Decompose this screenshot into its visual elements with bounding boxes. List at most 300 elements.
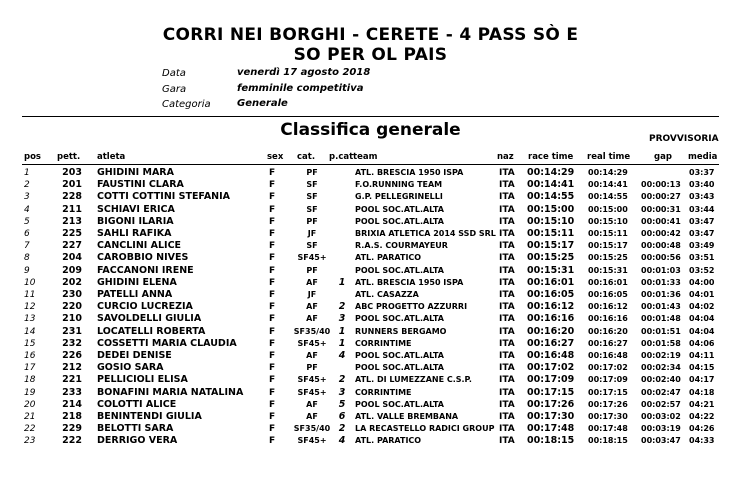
race-time-cell: 00:16:20 — [527, 325, 575, 337]
gap-cell: 00:00:27 — [641, 192, 681, 202]
top-divider — [22, 116, 719, 117]
pace-cell: 03:44 — [689, 204, 715, 214]
nation-cell: ITA — [499, 265, 515, 276]
bib-cell: 222 — [62, 435, 82, 447]
gap-cell: 00:01:33 — [641, 277, 681, 287]
sex-cell: F — [269, 326, 276, 337]
pace-cell: 04:21 — [689, 399, 715, 409]
col-naz: naz — [497, 152, 514, 162]
team-cell: POOL SOC.ATL.ALTA — [355, 204, 444, 214]
race-time-cell: 00:17:02 — [527, 362, 575, 374]
col-real-time: real time — [587, 152, 631, 162]
race-time-cell: 00:17:48 — [527, 423, 575, 435]
categoria-value: Generale — [237, 98, 288, 109]
sex-cell: F — [269, 192, 276, 203]
pos-cell: 19 — [24, 387, 36, 398]
pace-cell: 04:26 — [689, 424, 715, 434]
pos-cell: 15 — [24, 338, 36, 349]
race-time-cell: 00:16:16 — [527, 313, 575, 325]
data-label: Data — [162, 68, 186, 79]
nation-cell: ITA — [499, 314, 515, 325]
real-time-cell: 00:14:41 — [588, 180, 628, 190]
real-time-cell: 00:15:11 — [588, 229, 628, 238]
athlete-cell: DERRIGO VERA — [97, 435, 178, 447]
category-cell: SF — [306, 204, 318, 214]
bib-cell: 228 — [62, 191, 82, 203]
athlete-cell: PELLICIOLI ELISA — [97, 374, 188, 386]
sex-cell: F — [269, 277, 276, 288]
bib-cell: 221 — [62, 374, 82, 386]
category-cell: SF45+ — [297, 375, 327, 385]
sex-cell: F — [269, 265, 276, 276]
athlete-cell: COTTI COTTINI STEFANIA — [97, 191, 231, 203]
category-cell: SF — [306, 192, 318, 202]
pos-cell: 12 — [24, 302, 36, 313]
table-row — [0, 228, 741, 240]
real-time-cell: 00:15:00 — [588, 204, 628, 214]
team-cell: CORRINTIME — [355, 387, 412, 397]
col-atleta: atleta — [97, 152, 126, 162]
table-row — [0, 338, 741, 350]
category-rank-cell: 3 — [338, 386, 346, 398]
race-time-cell: 00:15:31 — [527, 264, 575, 276]
real-time-cell: 00:16:27 — [588, 338, 628, 348]
gap-cell: 00:02:34 — [641, 363, 681, 373]
race-time-cell: 00:15:17 — [527, 240, 575, 252]
pos-cell: 9 — [24, 265, 30, 276]
real-time-cell: 00:18:15 — [588, 436, 628, 446]
category-cell: SF — [306, 241, 318, 251]
gap-cell: 00:03:47 — [641, 436, 681, 446]
bib-cell: 231 — [62, 325, 82, 337]
bib-cell: 218 — [62, 411, 82, 422]
bib-cell: 233 — [62, 386, 82, 398]
real-time-cell: 00:17:02 — [588, 363, 628, 373]
team-cell: POOL SOC.ATL.ALTA — [355, 265, 444, 275]
sex-cell: F — [269, 302, 276, 313]
col-cat: cat. — [297, 152, 316, 162]
pace-cell: 03:43 — [689, 192, 715, 202]
real-time-cell: 00:15:31 — [588, 265, 628, 275]
race-time-cell: 00:17:30 — [527, 411, 575, 422]
sex-cell: F — [269, 412, 276, 422]
real-time-cell: 00:17:15 — [588, 387, 628, 397]
table-row — [0, 374, 741, 386]
team-cell: ATL. BRESCIA 1950 ISPA — [355, 168, 464, 177]
bib-cell: 201 — [62, 179, 82, 191]
athlete-cell: BONAFINI MARIA NATALINA — [97, 386, 244, 398]
pace-cell: 03:51 — [689, 253, 715, 263]
gap-cell: 00:01:03 — [641, 265, 681, 275]
pos-cell: 23 — [24, 436, 36, 447]
team-cell: POOL SOC.ATL.ALTA — [355, 351, 444, 360]
header-divider — [22, 164, 719, 165]
real-time-cell: 00:17:09 — [588, 375, 628, 385]
real-time-cell: 00:16:48 — [588, 351, 628, 360]
nation-cell: ITA — [499, 277, 515, 288]
sex-cell: F — [269, 375, 276, 386]
pace-cell: 04:01 — [689, 290, 715, 299]
nation-cell: ITA — [499, 192, 515, 203]
pos-cell: 13 — [24, 314, 36, 325]
race-time-cell: 00:16:27 — [527, 337, 575, 349]
nation-cell: ITA — [499, 351, 515, 361]
team-cell: ATL. BRESCIA 1950 ISPA — [355, 277, 464, 287]
race-time-cell: 00:14:41 — [527, 179, 575, 191]
title-line-1: CORRI NEI BORGHI - CERETE - 4 PASS SÒ E — [162, 25, 579, 45]
pos-cell: 17 — [24, 363, 36, 374]
nation-cell: ITA — [499, 338, 515, 349]
race-time-cell: 00:16:48 — [527, 350, 575, 361]
gap-cell: 00:01:48 — [641, 314, 681, 324]
table-row — [0, 252, 741, 264]
category-rank-cell: 1 — [338, 276, 346, 288]
pos-cell: 16 — [24, 351, 36, 361]
gap-cell: 00:00:41 — [641, 216, 681, 226]
athlete-cell: CAROBBIO NIVES — [97, 252, 189, 264]
race-time-cell: 00:17:26 — [527, 398, 575, 410]
table-row — [0, 350, 741, 362]
pos-cell: 5 — [24, 216, 30, 227]
col-pos: pos — [24, 152, 41, 162]
category-rank-cell: 4 — [338, 435, 346, 447]
real-time-cell: 00:16:20 — [588, 326, 628, 336]
athlete-cell: BIGONI ILARIA — [97, 215, 174, 227]
category-rank-cell: 6 — [338, 411, 346, 422]
athlete-cell: BELOTTI SARA — [97, 423, 174, 435]
sex-cell: F — [269, 338, 276, 349]
team-cell: F.O.RUNNING TEAM — [355, 180, 443, 190]
pos-cell: 3 — [24, 192, 30, 203]
col-race-time: race time — [528, 152, 574, 162]
category-cell: AF — [306, 277, 318, 287]
race-time-cell: 00:16:12 — [527, 301, 575, 313]
bib-cell: 209 — [62, 264, 82, 276]
team-cell: ATL. PARATICO — [355, 436, 422, 446]
pace-cell: 03:40 — [689, 180, 715, 190]
pace-cell: 04:15 — [689, 363, 715, 373]
bib-cell: 214 — [62, 398, 82, 410]
race-time-cell: 00:16:01 — [527, 276, 575, 288]
pace-cell: 04:22 — [689, 412, 715, 421]
sex-cell: F — [269, 399, 276, 410]
pace-cell: 04:17 — [689, 375, 715, 385]
sex-cell: F — [269, 216, 276, 227]
col-media: media — [688, 152, 718, 162]
category-rank-cell: 1 — [338, 325, 346, 337]
bib-cell: 211 — [62, 203, 82, 215]
pace-cell: 04:00 — [689, 277, 715, 287]
pos-cell: 20 — [24, 399, 36, 410]
team-cell: ATL. DI LUMEZZANE C.S.P. — [355, 375, 472, 385]
category-cell: AF — [306, 314, 318, 324]
table-row — [0, 204, 741, 216]
bib-cell: 229 — [62, 423, 82, 435]
team-cell: R.A.S. COURMAYEUR — [355, 241, 448, 251]
sex-cell: F — [269, 253, 276, 264]
pos-cell: 22 — [24, 424, 36, 435]
sex-cell: F — [269, 180, 276, 191]
pace-cell: 04:04 — [689, 314, 715, 324]
page-title: Classifica generale — [280, 120, 461, 140]
gap-cell: 00:01:43 — [641, 302, 681, 312]
bib-cell: 213 — [62, 215, 82, 227]
table-row — [0, 277, 741, 289]
category-cell: PF — [306, 168, 318, 177]
race-time-cell: 00:15:00 — [527, 203, 575, 215]
category-cell: SF45+ — [297, 338, 327, 348]
athlete-cell: BENINTENDI GIULIA — [97, 411, 202, 422]
real-time-cell: 00:17:48 — [588, 424, 628, 434]
bib-cell: 232 — [62, 337, 82, 349]
team-cell: LA RECASTELLO RADICI GROUP — [355, 424, 495, 434]
table-row — [0, 216, 741, 228]
nation-cell: ITA — [499, 399, 515, 410]
team-cell: BRIXIA ATLETICA 2014 SSD SRL — [355, 229, 496, 238]
category-cell: JF — [307, 229, 317, 238]
gap-cell: 00:02:40 — [641, 375, 681, 385]
real-time-cell: 00:16:01 — [588, 277, 628, 287]
team-cell: POOL SOC.ATL.ALTA — [355, 216, 444, 226]
col-pcat: p.cat — [329, 152, 354, 162]
table-row — [0, 240, 741, 252]
real-time-cell: 00:16:16 — [588, 314, 628, 324]
sex-cell: F — [269, 363, 276, 374]
pace-cell: 03:47 — [689, 229, 715, 238]
pace-cell: 04:06 — [689, 338, 715, 348]
team-cell: G.P. PELLEGRINELLI — [355, 192, 443, 202]
sex-cell: F — [269, 387, 276, 398]
sex-cell: F — [269, 241, 276, 252]
race-time-cell: 00:18:15 — [527, 435, 575, 447]
sex-cell: F — [269, 168, 276, 178]
real-time-cell: 00:14:55 — [588, 192, 628, 202]
category-rank-cell: 1 — [338, 337, 346, 349]
nation-cell: ITA — [499, 412, 515, 422]
table-row — [0, 167, 741, 179]
gap-cell: 00:00:42 — [641, 229, 681, 238]
pace-cell: 04:11 — [689, 351, 715, 360]
athlete-cell: COLOTTI ALICE — [97, 398, 177, 410]
nation-cell: ITA — [499, 436, 515, 447]
category-cell: AF — [306, 302, 318, 312]
sex-cell: F — [269, 351, 276, 361]
pace-cell: 03:47 — [689, 216, 715, 226]
team-cell: ATL. PARATICO — [355, 253, 422, 263]
nation-cell: ITA — [499, 424, 515, 435]
nation-cell: ITA — [499, 253, 515, 264]
gap-cell: 00:02:47 — [641, 387, 681, 397]
pace-cell: 04:18 — [689, 387, 715, 397]
col-gap: gap — [654, 152, 672, 162]
nation-cell: ITA — [499, 204, 515, 215]
nation-cell: ITA — [499, 363, 515, 374]
nation-cell: ITA — [499, 168, 515, 178]
category-rank-cell: 4 — [338, 350, 346, 361]
athlete-cell: PATELLI ANNA — [97, 289, 173, 300]
category-cell: SF45+ — [297, 436, 327, 446]
athlete-cell: GOSIO SARA — [97, 362, 164, 374]
table-row — [0, 387, 741, 399]
race-time-cell: 00:17:09 — [527, 374, 575, 386]
status-badge: PROVVISORIA — [649, 134, 719, 144]
bib-cell: 203 — [62, 167, 82, 178]
category-rank-cell: 3 — [338, 313, 346, 325]
pos-cell: 11 — [24, 290, 36, 300]
pace-cell: 03:52 — [689, 265, 715, 275]
team-cell: ABC PROGETTO AZZURRI — [355, 302, 468, 312]
pos-cell: 18 — [24, 375, 36, 386]
bib-cell: 225 — [62, 228, 82, 239]
pos-cell: 21 — [24, 412, 36, 422]
sex-cell: F — [269, 290, 276, 300]
pace-cell: 03:37 — [689, 168, 715, 177]
pos-cell: 2 — [24, 180, 30, 191]
col-sex: sex — [267, 152, 284, 162]
sex-cell: F — [269, 424, 276, 435]
gap-cell: 00:00:48 — [641, 241, 681, 251]
race-time-cell: 00:17:15 — [527, 386, 575, 398]
race-time-cell: 00:16:05 — [527, 289, 575, 300]
bib-cell: 227 — [62, 240, 82, 252]
gap-cell: 00:01:58 — [641, 338, 681, 348]
pos-cell: 8 — [24, 253, 30, 264]
bib-cell: 202 — [62, 276, 82, 288]
col-team: team — [353, 152, 378, 162]
nation-cell: ITA — [499, 375, 515, 386]
athlete-cell: LOCATELLI ROBERTA — [97, 325, 206, 337]
team-cell: RUNNERS BERGAMO — [355, 326, 447, 336]
team-cell: POOL SOC.ATL.ALTA — [355, 363, 444, 373]
real-time-cell: 00:15:25 — [588, 253, 628, 263]
race-time-cell: 00:14:55 — [527, 191, 575, 203]
gap-cell: 00:00:31 — [641, 204, 681, 214]
race-time-cell: 00:15:25 — [527, 252, 575, 264]
athlete-cell: DEDEI DENISE — [97, 350, 172, 361]
gap-cell: 00:03:02 — [641, 412, 681, 421]
data-value: venerdì 17 agosto 2018 — [237, 67, 371, 78]
sex-cell: F — [269, 229, 276, 239]
category-cell: SF45+ — [297, 253, 327, 263]
gap-cell: 00:01:51 — [641, 326, 681, 336]
athlete-cell: SCHIAVI ERICA — [97, 203, 175, 215]
athlete-cell: GHIDINI MARA — [97, 167, 174, 178]
table-row — [0, 179, 741, 191]
nation-cell: ITA — [499, 180, 515, 191]
athlete-cell: FAUSTINI CLARA — [97, 179, 184, 191]
table-row — [0, 411, 741, 423]
gap-cell: 00:02:57 — [641, 399, 681, 409]
nation-cell: ITA — [499, 229, 515, 239]
team-cell: ATL. VALLE BREMBANA — [355, 412, 459, 421]
category-cell: SF45+ — [297, 387, 327, 397]
team-cell: POOL SOC.ATL.ALTA — [355, 314, 444, 324]
pace-cell: 04:33 — [689, 436, 715, 446]
nation-cell: ITA — [499, 290, 515, 300]
athlete-cell: SAHLI RAFIKA — [97, 228, 172, 239]
table-row — [0, 301, 741, 313]
race-time-cell: 00:15:11 — [527, 228, 575, 239]
bib-cell: 226 — [62, 350, 82, 361]
category-cell: AF — [306, 351, 318, 360]
race-time-cell: 00:14:29 — [527, 167, 575, 178]
category-cell: PF — [306, 363, 318, 373]
category-rank-cell: 2 — [338, 374, 346, 386]
category-cell: SF35/40 — [293, 326, 331, 336]
table-row — [0, 289, 741, 301]
category-cell: SF — [306, 180, 318, 190]
pos-cell: 4 — [24, 204, 30, 215]
category-cell: PF — [306, 265, 318, 275]
real-time-cell: 00:15:10 — [588, 216, 628, 226]
table-row — [0, 313, 741, 325]
real-time-cell: 00:17:30 — [588, 412, 628, 421]
athlete-cell: CURCIO LUCREZIA — [97, 301, 193, 313]
pace-cell: 04:02 — [689, 302, 715, 312]
category-cell: AF — [306, 412, 318, 421]
table-row — [0, 399, 741, 411]
real-time-cell: 00:16:12 — [588, 302, 628, 312]
table-row — [0, 326, 741, 338]
gap-cell: 00:00:13 — [641, 180, 681, 190]
pace-cell: 04:04 — [689, 326, 715, 336]
nation-cell: ITA — [499, 326, 515, 337]
bib-cell: 230 — [62, 289, 82, 300]
bib-cell: 210 — [62, 313, 82, 325]
bib-cell: 212 — [62, 362, 82, 374]
athlete-cell: CANCLINI ALICE — [97, 240, 182, 252]
gap-cell: 00:02:19 — [641, 351, 681, 360]
gara-value: femminile competitiva — [237, 83, 364, 94]
category-cell: PF — [306, 216, 318, 226]
pace-cell: 03:49 — [689, 241, 715, 251]
table-row — [0, 265, 741, 277]
team-cell: CORRINTIME — [355, 338, 412, 348]
category-rank-cell: 2 — [338, 301, 346, 313]
real-time-cell: 00:17:26 — [588, 399, 628, 409]
table-row — [0, 191, 741, 203]
pos-cell: 6 — [24, 229, 30, 239]
sex-cell: F — [269, 436, 276, 447]
gara-label: Gara — [162, 84, 187, 95]
categoria-label: Categoria — [162, 99, 211, 110]
real-time-cell: 00:16:05 — [588, 290, 628, 299]
nation-cell: ITA — [499, 387, 515, 398]
team-cell: POOL SOC.ATL.ALTA — [355, 399, 444, 409]
gap-cell: 00:01:36 — [641, 290, 681, 299]
athlete-cell: SAVOLDELLI GIULIA — [97, 313, 202, 325]
pos-cell: 1 — [24, 168, 30, 178]
athlete-cell: GHIDINI ELENA — [97, 276, 177, 288]
category-cell: AF — [306, 399, 318, 409]
sex-cell: F — [269, 204, 276, 215]
nation-cell: ITA — [499, 302, 515, 313]
title-line-2: SO PER OL PAIS — [293, 45, 448, 65]
gap-cell: 00:00:56 — [641, 253, 681, 263]
pos-cell: 14 — [24, 326, 36, 337]
gap-cell: 00:03:19 — [641, 424, 681, 434]
table-row — [0, 435, 741, 447]
athlete-cell: COSSETTI MARIA CLAUDIA — [97, 337, 237, 349]
col-pett: pett. — [57, 152, 81, 162]
category-cell: JF — [307, 290, 317, 299]
bib-cell: 220 — [62, 301, 82, 313]
table-row — [0, 362, 741, 374]
category-rank-cell: 5 — [338, 398, 346, 410]
category-rank-cell: 2 — [338, 423, 346, 435]
table-row — [0, 423, 741, 435]
sex-cell: F — [269, 314, 276, 325]
